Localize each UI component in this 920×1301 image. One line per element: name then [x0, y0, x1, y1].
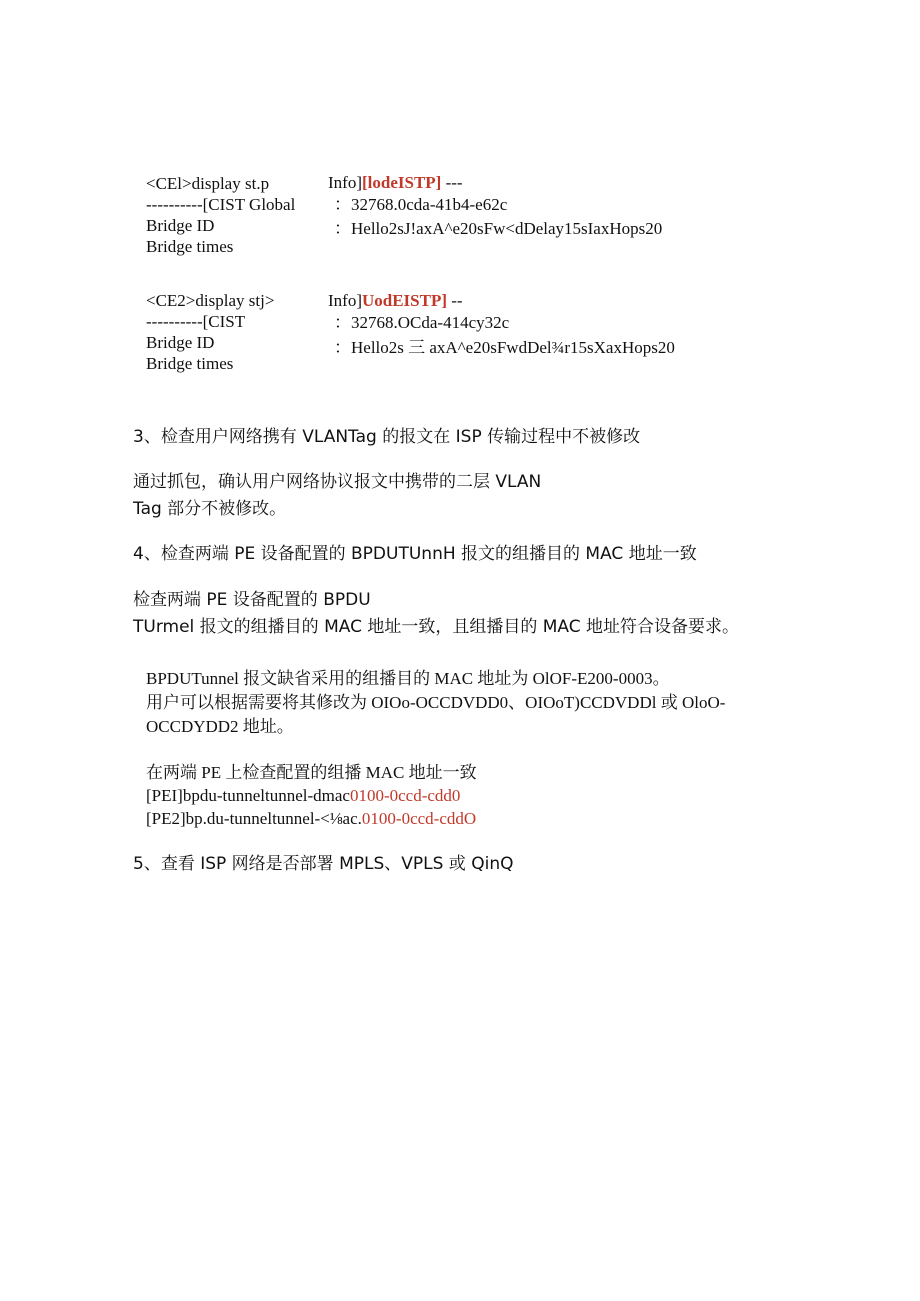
- cli-info-line: [328, 290, 463, 311]
- check-title: 在两端 PE 上检查配置的组播 MAC 地址一致: [146, 763, 477, 782]
- bridge-times-label: Bridge times: [146, 354, 234, 373]
- bridge-times-value: [334, 218, 662, 239]
- cmd-text: [PE2]bp.du-tunneltunnel-<⅛ac.: [146, 809, 362, 828]
- info-mode-highlight: [lodeISTP]: [361, 173, 442, 192]
- info-prefix: Info]: [328, 291, 362, 310]
- section-3-paragraph-line-2: Tag 部分不被修改。: [133, 499, 287, 519]
- section-4-paragraph-line-2: TUrmel 报文的组播目的 MAC 地址一致，且组播目的 MAC 地址符合设备要求。: [133, 617, 740, 637]
- section-4-heading: 4、检查两端 PE 设备配置的 BPDUTUnnH 报文的组播目的 MAC 地址一致: [133, 544, 697, 564]
- info-prefix: Info]: [328, 173, 362, 192]
- cli-info-line: [328, 172, 463, 193]
- note-line-1: BPDUTunnel 报文缺省采用的组播目的 MAC 地址为 OlOF-E200-0003。: [146, 669, 670, 688]
- bridge-times-text: Hello2sJ!axA^e20sFw<dDelay15sIaxHops20: [351, 219, 663, 238]
- mac-address-highlight: 0100-0ccd-cdd0: [349, 786, 461, 805]
- bridge-id-value: [334, 312, 509, 333]
- bridge-times-text: Hello2s 三 axA^e20sFwdDel¾r15sXaxHops20: [351, 338, 675, 357]
- info-suffix: ---: [441, 173, 463, 192]
- mac-address-highlight: 0100-0ccd-cddO: [361, 809, 477, 828]
- section-3-paragraph-line-1: 通过抓包，确认用户网络协议报文中携带的二层 VLAN: [133, 472, 542, 492]
- cli-command-pe2: [146, 807, 476, 831]
- bridge-times-label: Bridge times: [146, 237, 234, 256]
- info-suffix: --: [447, 291, 463, 310]
- info-mode-highlight: UodEISTP]: [361, 291, 448, 310]
- bridge-id-value: [334, 194, 507, 215]
- bridge-id-text: 32768.OCda-414cy32c: [351, 313, 510, 332]
- bridge-times-value: [334, 337, 675, 358]
- cli-section-header: ----------[CIST: [146, 312, 246, 331]
- note-line-3: OCCDYDD2 地址。: [146, 717, 294, 736]
- section-5-heading: 5、查看 ISP 网络是否部署 MPLS、VPLS 或 QinQ: [133, 854, 514, 874]
- cli-command-pe1: [146, 784, 460, 808]
- cli-command: <CEl>display st.p: [146, 174, 270, 193]
- bridge-id-label: Bridge ID: [146, 216, 215, 235]
- note-line-2: 用户可以根据需要将其修改为 OIOo-OCCDVDD0、OIOoT)CCDVDDl 或 OloO-: [146, 693, 726, 712]
- colon: ：: [334, 313, 351, 332]
- colon: ：: [334, 195, 351, 214]
- colon: ：: [334, 338, 351, 357]
- colon: ：: [334, 219, 351, 238]
- bridge-id-text: 32768.0cda-41b4-e62c: [351, 195, 508, 214]
- bridge-id-label: Bridge ID: [146, 333, 215, 352]
- section-4-paragraph-line-1: 检查两端 PE 设备配置的 BPDU: [133, 590, 371, 610]
- cmd-text: [PEI]bpdu-tunneltunnel-dmac: [146, 786, 350, 805]
- cli-command: <CE2>display stj>: [146, 291, 275, 310]
- cli-section-header: ----------[CIST Global: [146, 195, 296, 214]
- section-3-heading: 3、检查用户网络携有 VLANTag 的报文在 ISP 传输过程中不被修改: [133, 427, 641, 447]
